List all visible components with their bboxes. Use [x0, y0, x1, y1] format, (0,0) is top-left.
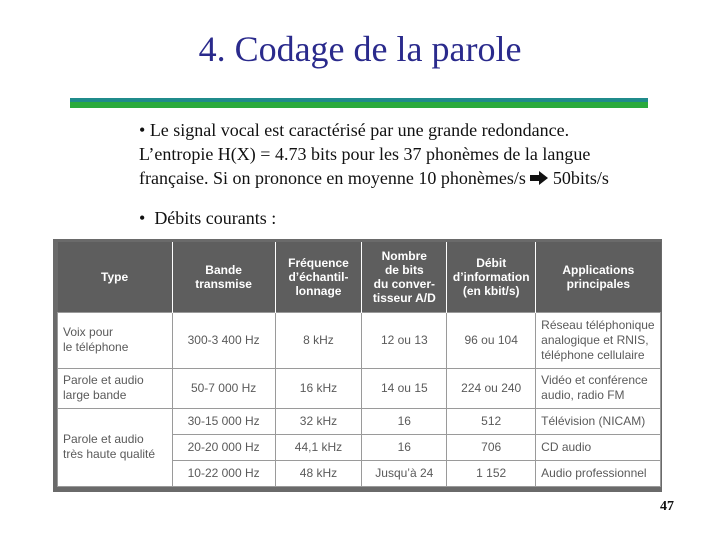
rate-cell: 512	[447, 408, 536, 434]
entropy-paragraph	[139, 118, 699, 190]
rate-cell: 96 ou 104	[447, 312, 536, 368]
paragraph-line-2: L’entropie H(X) = 4.73 bits pour les 37 phonèmes de la langue	[139, 144, 591, 164]
apps-cell: Audio professionnel	[536, 460, 661, 486]
rates-label: Débits courants :	[154, 208, 277, 228]
rate-cell: 706	[447, 434, 536, 460]
apps-cell: Vidéo et conférence audio, radio FM	[536, 368, 661, 408]
title-divider	[70, 98, 648, 108]
rates-table-frame	[53, 239, 662, 492]
rate-cell: 1 152	[447, 460, 536, 486]
header-bits: Nombre de bits du conver- tisseur A/D	[362, 242, 447, 312]
band-cell: 30-15 000 Hz	[172, 408, 275, 434]
rates-bullet: •	[139, 208, 146, 228]
table-header-row	[58, 242, 661, 312]
band-cell: 300-3 400 Hz	[172, 312, 275, 368]
header-applications: Applications principales	[536, 242, 661, 312]
type-cell: Voix pour le téléphone	[58, 312, 173, 368]
rates-heading	[139, 208, 276, 229]
bits-cell: 12 ou 13	[362, 312, 447, 368]
paragraph-line-1: Le signal vocal est caractérisé par une grande redondance.	[149, 120, 570, 140]
rates-table	[57, 242, 661, 487]
freq-cell: 8 kHz	[275, 312, 362, 368]
table-row	[58, 368, 661, 408]
bits-cell: Jusqu’à 24	[362, 460, 447, 486]
bits-cell: 16	[362, 434, 447, 460]
paragraph-bullet: •	[139, 120, 146, 140]
freq-cell: 32 kHz	[275, 408, 362, 434]
freq-cell: 44,1 kHz	[275, 434, 362, 460]
paragraph-line-3: française. Si on prononce en moyenne 10 phonèmes/s	[139, 168, 526, 188]
header-band: Bande transmise	[172, 242, 275, 312]
header-rate: Débit d’information (en kbit/s)	[447, 242, 536, 312]
apps-cell: Télévision (NICAM)	[536, 408, 661, 434]
freq-cell: 48 kHz	[275, 460, 362, 486]
band-cell: 10-22 000 Hz	[172, 460, 275, 486]
type-cell: Parole et audio très haute qualité	[58, 408, 173, 486]
rate-cell: 224 ou 240	[447, 368, 536, 408]
bits-cell: 16	[362, 408, 447, 434]
page-title: 4. Codage de la parole	[198, 29, 522, 69]
header-sampling-frequency: Fréquence d’échantil- lonnage	[275, 242, 362, 312]
apps-cell: Réseau téléphonique analogique et RNIS, téléphone cellulaire	[536, 312, 661, 368]
freq-cell: 16 kHz	[275, 368, 362, 408]
table-row	[58, 312, 661, 368]
paragraph-result: 50bits/s	[552, 168, 609, 188]
right-arrow-icon	[530, 171, 548, 185]
table-row	[58, 408, 661, 434]
apps-cell: CD audio	[536, 434, 661, 460]
band-cell: 20-20 000 Hz	[172, 434, 275, 460]
type-cell: Parole et audio large bande	[58, 368, 173, 408]
header-type: Type	[58, 242, 173, 312]
page-number: 47	[660, 499, 674, 514]
bits-cell: 14 ou 15	[362, 368, 447, 408]
band-cell: 50-7 000 Hz	[172, 368, 275, 408]
